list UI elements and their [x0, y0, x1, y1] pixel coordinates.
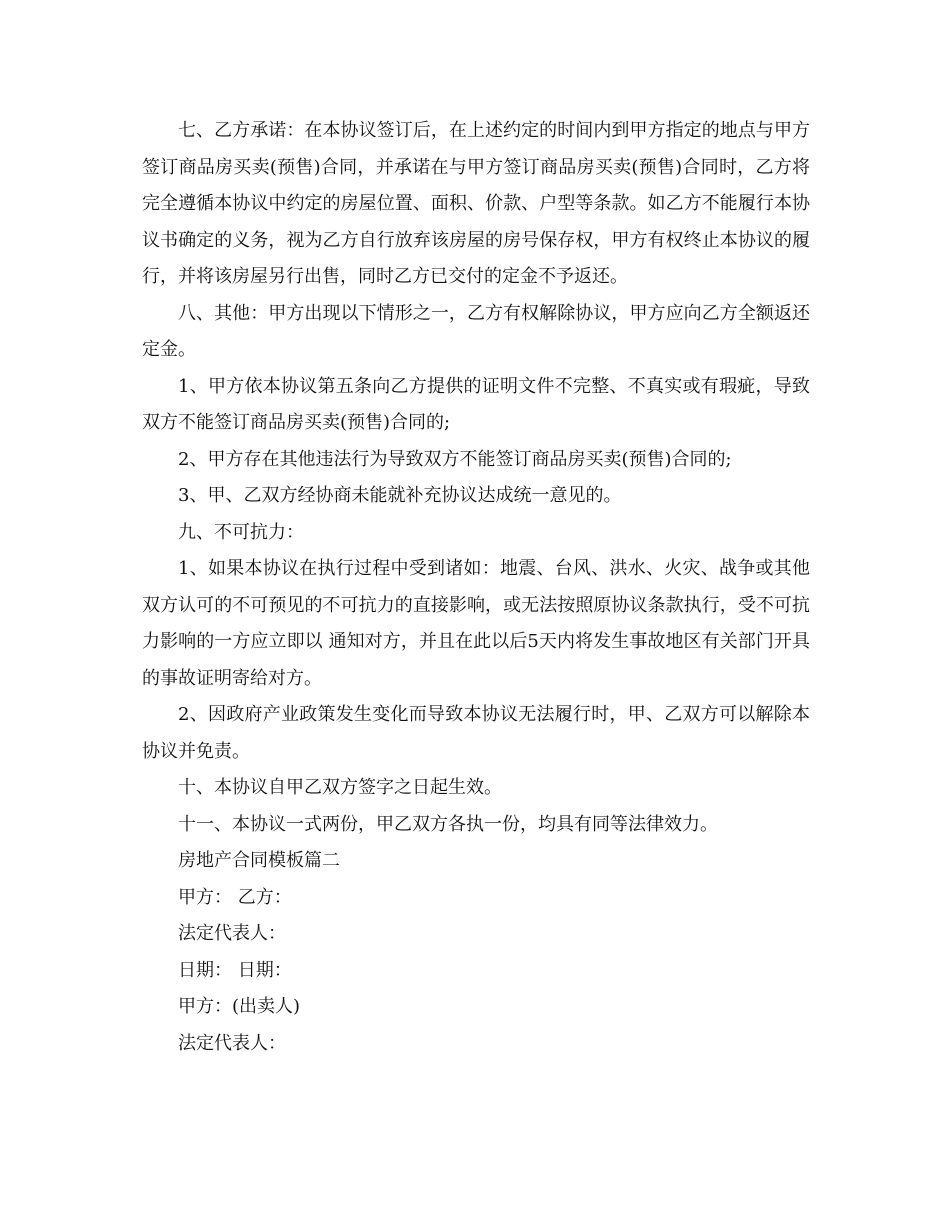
clause-9-item-1: 1、如果本协议在执行过程中受到诸如：地震、台风、洪水、火灾、战争或其他双方认可的不可预见的不可抗力的直接影响，或无法按照原协议条款执行，受不可抗力影响的一方应立即以 通知对方，并且在此以后5天内将发生事故地区有关部门开具的事故证明寄给对方。	[142, 558, 810, 689]
clause-9-item-2: 2、因政府产业政策发生变化而导致本协议无法履行时，甲、乙双方可以解除本协议并免责。	[142, 704, 810, 762]
clause-8-item-3: 3、甲、乙双方经协商未能就补充协议达成统一意见的。	[178, 485, 622, 506]
clause-8-other: 八、其他：甲方出现以下情形之一，乙方有权解除协议，甲方应向乙方全额返还定金。	[142, 302, 810, 360]
legal-representative-line: 法定代表人：	[178, 923, 286, 944]
legal-representative-line-2: 法定代表人：	[178, 1032, 286, 1054]
parties-line: 甲方： 乙方：	[178, 886, 292, 908]
clause-8-item-2: 2、甲方存在其他违法行为导致双方不能签订商品房买卖(预售)合同的;	[178, 448, 732, 470]
clause-10-effective: 十、本协议自甲乙双方签字之日起生效。	[178, 777, 502, 798]
clause-9-heading: 九、不可抗力：	[178, 521, 304, 543]
clause-7-promise: 七、乙方承诺：在本协议签订后，在上述约定的时间内到甲方指定的地点与甲方签订商品房买卖(预售)合同，并承诺在与甲方签订商品房买卖(预售)合同时，乙方将完全遵循本协议中约定的房屋位置、面积、价款、户型等条款。如乙方不能履行本协议书确定的义务，视为乙方自行放弃该房屋的房号保存权，甲方有权终止本协议的履行，并将该房屋另行出售，同时乙方已交付的定金不予返还。	[142, 120, 810, 287]
section-title-template-2: 房地产合同模板篇二	[178, 850, 340, 871]
party-a-seller-line: 甲方：(出卖人)	[178, 996, 301, 1017]
date-line: 日期： 日期：	[178, 959, 292, 981]
document-body	[142, 113, 810, 1062]
clause-11-copies: 十一、本协议一式两份，甲乙双方各执一份，均具有同等法律效力。	[178, 813, 718, 835]
clause-8-item-1: 1、甲方依本协议第五条向乙方提供的证明文件不完整、不真实或有瑕疵，导致双方不能签订商品房买卖(预售)合同的;	[142, 375, 810, 433]
